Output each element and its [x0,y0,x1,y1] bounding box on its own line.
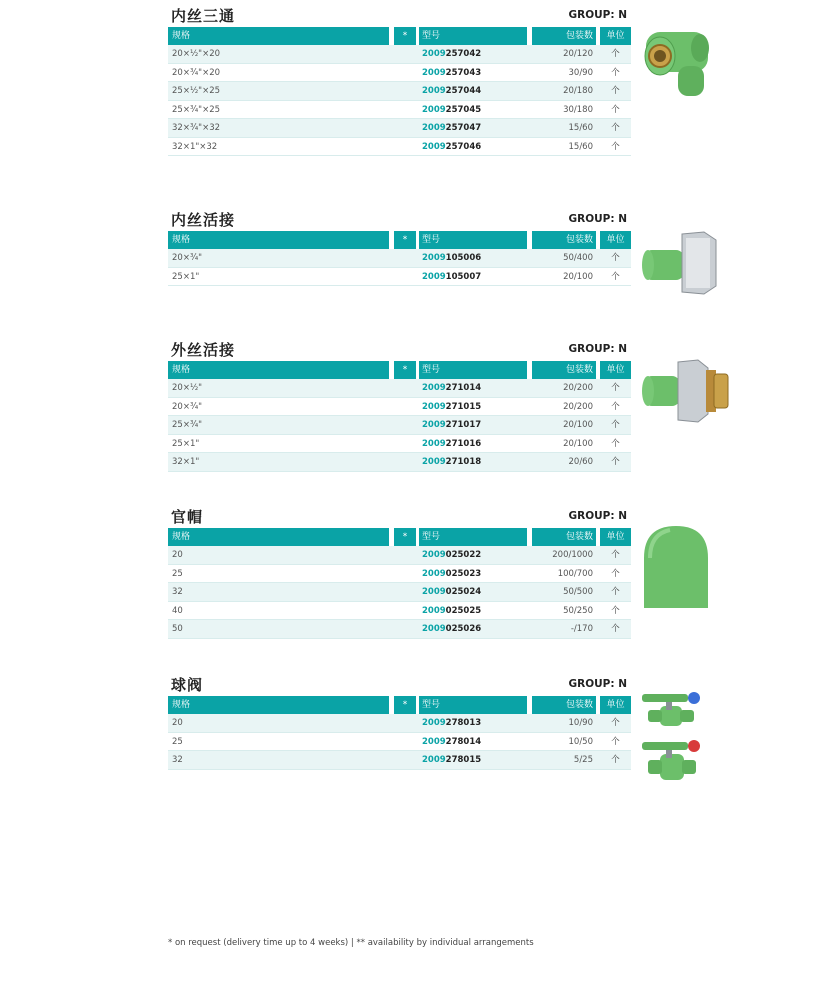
unit-cell: 个 [611,624,620,634]
table-row [168,714,631,733]
unit-cell: 个 [611,755,620,765]
section-title: 官帽 [171,508,204,526]
header-star: * [394,696,416,714]
table-row [168,379,631,398]
code-cell [422,379,481,397]
table-header [168,231,631,249]
spec-cell: 25×¾"×25 [172,104,221,115]
unit-cell: 个 [611,383,620,393]
code-cell [422,398,481,416]
table-row [168,82,631,101]
table-row [168,751,631,770]
code-cell [422,546,481,564]
code-suffix: 278014 [445,736,482,747]
header-code: 型号 [419,528,527,546]
pack-cell: 10/50 [568,736,593,747]
spec-cell: 25×1" [172,271,200,282]
pack-cell: 50/250 [563,605,593,616]
header-pack: 包装数 [532,528,596,546]
table-row [168,45,631,64]
code-cell [422,583,481,601]
code-suffix: 257045 [445,104,482,115]
header-pack: 包装数 [532,27,596,45]
header-unit: 单位 [600,361,631,379]
code-prefix: 2009 [422,605,446,616]
header-code: 型号 [419,696,527,714]
unit-cell: 个 [611,86,620,96]
code-prefix: 2009 [422,383,446,393]
code-suffix: 257047 [445,123,482,133]
spec-cell: 32×1" [172,457,200,467]
pack-cell: 5/25 [573,755,593,765]
group-label: GROUP: N [568,510,627,522]
unit-cell: 个 [611,253,620,263]
code-suffix: 105006 [445,253,482,263]
header-pack: 包装数 [532,696,596,714]
spec-cell: 25 [172,568,183,579]
unit-cell: 个 [611,420,620,430]
header-star: * [394,231,416,249]
code-suffix: 105007 [445,271,482,282]
table-row [168,602,631,621]
header-pack: 包装数 [532,231,596,249]
pack-cell: 20/60 [568,457,593,467]
pack-cell: 20/120 [563,49,593,59]
female-tee-image [640,22,714,102]
code-prefix: 2009 [422,141,446,152]
spec-cell: 25 [172,736,183,747]
section-female-union [168,209,631,286]
table-header [168,27,631,45]
header-code: 型号 [419,231,527,249]
code-suffix: 025023 [445,568,482,579]
table-row [168,268,631,287]
unit-cell: 个 [611,123,620,133]
section-title: 内丝三通 [171,7,236,25]
section-header [168,209,631,231]
code-cell [422,435,481,453]
table-row [168,138,631,157]
table-row [168,416,631,435]
code-prefix: 2009 [422,123,446,133]
pack-cell: 30/90 [568,67,593,78]
spec-cell: 32 [172,755,183,765]
code-suffix: 257046 [445,141,482,152]
table-row [168,435,631,454]
code-prefix: 2009 [422,736,446,747]
male-union-image [640,356,732,426]
code-prefix: 2009 [422,104,446,115]
section-title: 外丝活接 [171,341,236,359]
code-suffix: 025025 [445,605,482,616]
code-prefix: 2009 [422,624,446,634]
code-suffix: 271018 [445,457,482,467]
spec-cell: 20×¾" [172,253,203,263]
unit-cell: 个 [611,587,620,597]
table-row [168,398,631,417]
code-prefix: 2009 [422,568,446,579]
unit-cell: 个 [611,104,620,115]
code-cell [422,82,481,100]
header-pack: 包装数 [532,361,596,379]
code-prefix: 2009 [422,438,446,449]
code-prefix: 2009 [422,253,446,263]
header-star: * [394,361,416,379]
pack-cell: 20/200 [563,383,593,393]
pack-cell: 20/200 [563,401,593,412]
pack-cell: 20/100 [563,420,593,430]
code-prefix: 2009 [422,457,446,467]
spec-cell: 20×¾"×20 [172,67,221,78]
pack-cell: 50/400 [563,253,593,263]
unit-cell: 个 [611,438,620,449]
pack-cell: 100/700 [557,568,593,579]
code-prefix: 2009 [422,550,446,560]
spec-cell: 25×1" [172,438,200,449]
table-header [168,696,631,714]
code-prefix: 2009 [422,587,446,597]
pack-cell: 200/1000 [552,550,593,560]
code-cell [422,453,481,471]
pack-cell: -/170 [570,624,593,634]
table-row [168,620,631,639]
code-suffix: 025022 [445,550,482,560]
table-header [168,528,631,546]
table-row [168,101,631,120]
section-ball-valve [168,674,631,770]
unit-cell: 个 [611,736,620,747]
code-suffix: 257044 [445,86,482,96]
code-cell [422,620,481,638]
section-header [168,5,631,27]
pack-cell: 20/100 [563,438,593,449]
code-prefix: 2009 [422,755,446,765]
spec-cell: 20×¾" [172,401,203,412]
code-cell [422,714,481,732]
header-code: 型号 [419,27,527,45]
code-cell [422,138,481,156]
ball-valve-image [640,690,716,790]
table-row [168,64,631,83]
code-suffix: 257043 [445,67,482,78]
code-suffix: 271016 [445,438,482,449]
pack-cell: 15/60 [568,141,593,152]
header-unit: 单位 [600,27,631,45]
unit-cell: 个 [611,271,620,282]
header-star: * [394,528,416,546]
unit-cell: 个 [611,550,620,560]
table-row [168,583,631,602]
code-cell [422,416,481,434]
pack-cell: 10/90 [568,718,593,728]
header-unit: 单位 [600,231,631,249]
code-prefix: 2009 [422,271,446,282]
header-spec: 规格 [168,361,389,379]
spec-cell: 20 [172,718,183,728]
code-suffix: 025024 [445,587,482,597]
table-row [168,453,631,472]
section-title: 内丝活接 [171,211,236,229]
unit-cell: 个 [611,49,620,59]
spec-cell: 25×½"×25 [172,86,221,96]
spec-cell: 50 [172,624,183,634]
section-header [168,674,631,696]
table-row [168,546,631,565]
code-suffix: 278013 [445,718,482,728]
spec-cell: 32×¾"×32 [172,123,221,133]
code-prefix: 2009 [422,86,446,96]
code-suffix: 271017 [445,420,482,430]
header-unit: 单位 [600,696,631,714]
code-cell [422,751,481,769]
code-prefix: 2009 [422,67,446,78]
code-prefix: 2009 [422,420,446,430]
spec-cell: 20 [172,550,183,560]
unit-cell: 个 [611,605,620,616]
spec-cell: 20×½"×20 [172,49,221,59]
unit-cell: 个 [611,401,620,412]
section-male-union [168,339,631,472]
code-prefix: 2009 [422,49,446,59]
code-cell [422,268,481,286]
table-row [168,733,631,752]
code-suffix: 025026 [445,624,482,634]
header-spec: 规格 [168,528,389,546]
table-row [168,119,631,138]
footnote: * on request (delivery time up to 4 weeks) | ** availability by individual arrangements [168,938,534,948]
code-cell [422,119,481,137]
spec-cell: 32 [172,587,183,597]
header-code: 型号 [419,361,527,379]
section-title: 球阀 [171,676,204,694]
spec-cell: 40 [172,605,183,616]
header-star: * [394,27,416,45]
code-suffix: 271014 [445,383,482,393]
table-row [168,565,631,584]
code-cell [422,733,481,751]
pack-cell: 20/180 [563,86,593,96]
table-header [168,361,631,379]
section-end-cap [168,506,631,639]
unit-cell: 个 [611,718,620,728]
code-suffix: 278015 [445,755,482,765]
unit-cell: 个 [611,568,620,579]
pack-cell: 30/180 [563,104,593,115]
group-label: GROUP: N [568,678,627,690]
female-union-image [640,228,722,298]
code-cell [422,565,481,583]
section-header [168,506,631,528]
code-prefix: 2009 [422,401,446,412]
spec-cell: 32×1"×32 [172,141,218,152]
section-female-tee [168,5,631,156]
group-label: GROUP: N [568,9,627,21]
unit-cell: 个 [611,141,620,152]
table-row [168,249,631,268]
pack-cell: 20/100 [563,271,593,282]
header-spec: 规格 [168,231,389,249]
code-suffix: 257042 [445,49,482,59]
spec-cell: 25×¾" [172,420,203,430]
pack-cell: 15/60 [568,123,593,133]
header-unit: 单位 [600,528,631,546]
code-prefix: 2009 [422,718,446,728]
code-cell [422,45,481,63]
code-cell [422,602,481,620]
code-cell [422,249,481,267]
code-cell [422,64,481,82]
code-cell [422,101,481,119]
end-cap-image [640,522,712,614]
header-spec: 规格 [168,696,389,714]
group-label: GROUP: N [568,213,627,225]
pack-cell: 50/500 [563,587,593,597]
header-spec: 规格 [168,27,389,45]
section-header [168,339,631,361]
code-suffix: 271015 [445,401,482,412]
unit-cell: 个 [611,67,620,78]
spec-cell: 20×½" [172,383,203,393]
unit-cell: 个 [611,457,620,467]
group-label: GROUP: N [568,343,627,355]
